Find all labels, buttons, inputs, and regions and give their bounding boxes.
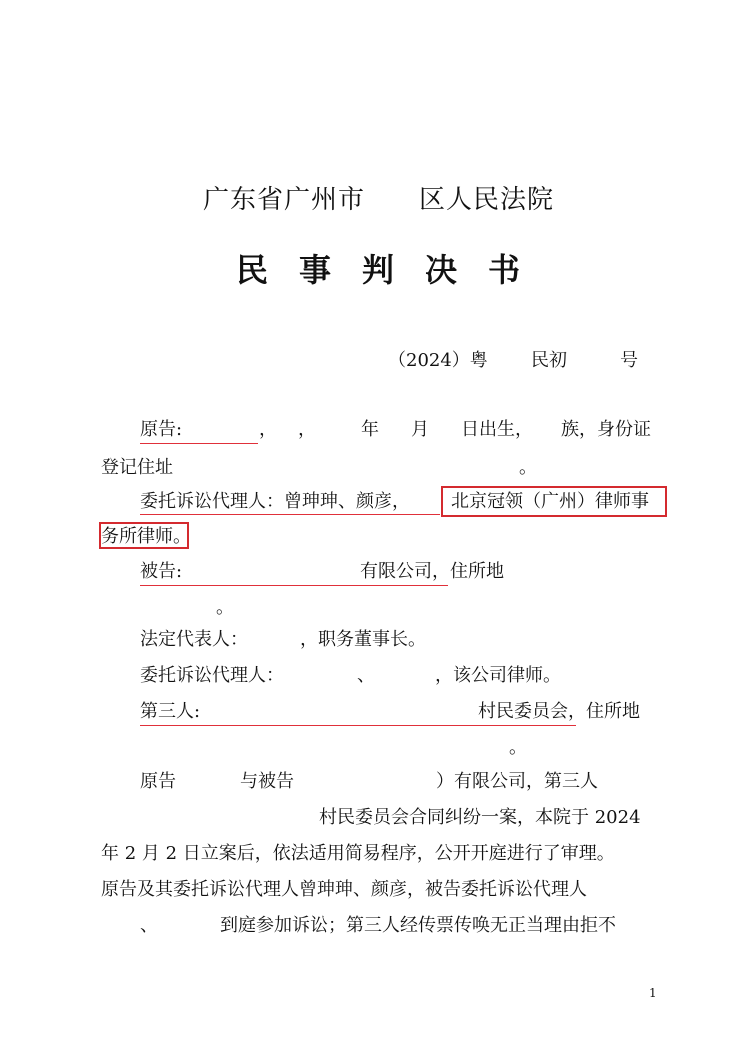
third-party-name: 村民委员会，住所地 bbox=[478, 701, 640, 722]
plaintiff-birth-month: 月 bbox=[411, 419, 429, 440]
title-char: 事 bbox=[299, 251, 332, 289]
case-suffix: 号 bbox=[620, 350, 638, 371]
law-firm-highlight-box bbox=[99, 522, 189, 549]
plaintiff-underline bbox=[140, 443, 258, 444]
plaintiff-birth-year: 年 bbox=[361, 419, 379, 440]
body-line5-sep: 、 bbox=[140, 915, 158, 936]
plaintiff-address-label: 登记住址 bbox=[101, 457, 173, 478]
plaintiff-agent-underline bbox=[140, 514, 440, 515]
plaintiff-birth-day: 日出生， bbox=[461, 419, 533, 440]
plaintiff-agent: 委托诉讼代理人：曾珅珅、颜彦， bbox=[140, 491, 410, 512]
title-char: 书 bbox=[488, 251, 521, 289]
defendant-label: 被告: bbox=[140, 561, 183, 582]
defendant-agent-title: ，该公司律师。 bbox=[435, 665, 561, 686]
page-number: 1 bbox=[649, 986, 657, 1000]
defendant-address-end: 。 bbox=[216, 597, 234, 618]
plaintiff-label: 原告: bbox=[140, 419, 183, 440]
law-firm-line1: 北京冠领（广州）律师事 bbox=[451, 491, 649, 512]
defendant-company: 有限公司，住所地 bbox=[360, 561, 504, 582]
third-party-address-end: 。 bbox=[509, 737, 527, 758]
body-plaintiff: 原告 bbox=[140, 771, 176, 792]
body-line3: 年 2 月 2 日立案后，依法适用简易程序，公开开庭进行了审理。 bbox=[101, 843, 615, 864]
case-year: （2024）粤 bbox=[388, 350, 488, 371]
body-line2: 村民委员会合同纠纷一案，本院于 2024 bbox=[319, 807, 641, 828]
plaintiff-comma-2: ， bbox=[298, 419, 316, 440]
body-vs-defendant: 与被告 bbox=[240, 771, 294, 792]
plaintiff-address-end: 。 bbox=[519, 457, 537, 478]
title-char: 决 bbox=[425, 251, 458, 289]
body-line4: 原告及其委托诉讼代理人曾珅珅、颜彦，被告委托诉讼代理人 bbox=[101, 879, 587, 900]
body-company: ）有限公司，第三人 bbox=[436, 771, 598, 792]
law-firm-highlight-box bbox=[441, 486, 667, 517]
title-char: 判 bbox=[362, 251, 395, 289]
case-type: 民初 bbox=[531, 350, 567, 371]
legal-rep-title: ，职务董事长。 bbox=[300, 629, 426, 650]
title-char: 民 bbox=[236, 251, 269, 289]
plaintiff-ethnicity-id: 族，身份证 bbox=[561, 419, 651, 440]
third-party-label: 第三人: bbox=[140, 701, 201, 722]
defendant-underline bbox=[140, 585, 448, 586]
court-name-part1: 广东省广州市 bbox=[203, 185, 366, 215]
plaintiff-comma-1: ， bbox=[259, 419, 277, 440]
law-firm-line2: 务所律师。 bbox=[101, 526, 191, 547]
defendant-agent-label: 委托诉讼代理人： bbox=[140, 665, 284, 686]
third-party-underline bbox=[140, 725, 576, 726]
court-name-part2: 区人民法院 bbox=[419, 185, 555, 215]
legal-rep-label: 法定代表人： bbox=[140, 629, 248, 650]
defendant-agent-separator: 、 bbox=[357, 665, 375, 686]
body-line5: 到庭参加诉讼；第三人经传票传唤无正当理由拒不 bbox=[220, 915, 616, 936]
